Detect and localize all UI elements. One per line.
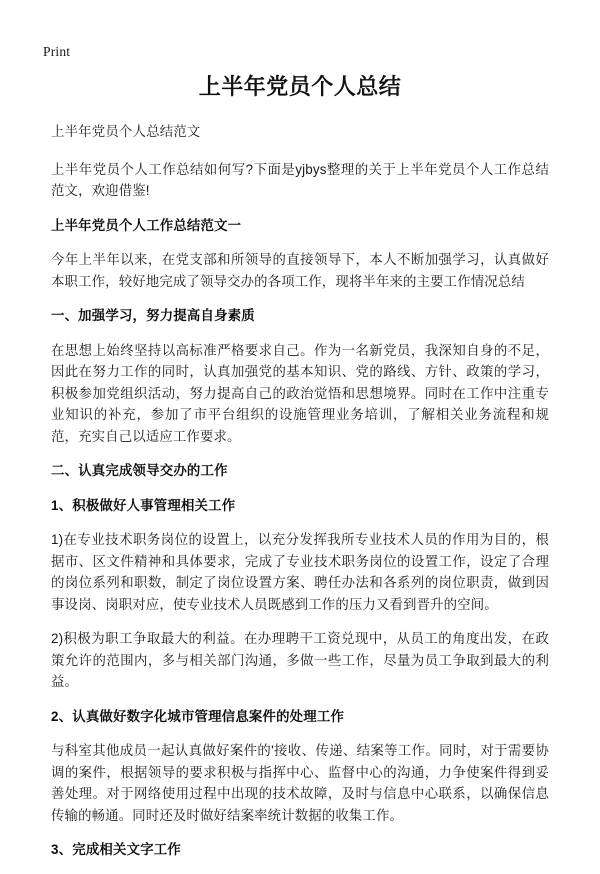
- intro-paragraph: 上半年党员个人工作总结如何写?下面是yjbys整理的关于上半年党员个人工作总结范文，欢迎借鉴!: [51, 161, 549, 198]
- subsection-item-2-1-2: 2)积极为职工争取最大的利益。在办理聘干工资兑现中，从员工的角度出发，在政策允许的范围内，多与相关部门沟通，多做一些工作，尽量为员工争取到最大的利益。: [51, 631, 549, 689]
- section-paragraph-1: 在思想上始终坚持以高标准严格要求自己。作为一名新党员，我深知自身的不足，因此在努力工作的同时，认真加强党的基本知识、党的路线、方针、政策的学习，积极参加党组织活动，努力提高自己的政治觉悟和思想境界。同时在工作中注重专业知识的补充，参加了市平台组织的设施管理业务培训，了解相关业务流程和规范，充实自己以适应工作要求。: [51, 342, 549, 444]
- subsection-heading-2-3: 3、完成相关文字工作: [51, 842, 181, 857]
- opening-paragraph: 今年上半年以来，在党支部和所领导的直接领导下，本人不断加强学习，认真做好本职工作，较好地完成了领导交办的各项工作，现将半年来的主要工作情况总结: [51, 252, 549, 289]
- document-subtitle: 上半年党员个人总结范文: [51, 124, 201, 139]
- sample-heading: 上半年党员个人工作总结范文一: [51, 217, 242, 233]
- print-link[interactable]: Print: [43, 44, 71, 59]
- subsection-heading-2-2: 2、认真做好数字化城市管理信息案件的处理工作: [51, 708, 345, 724]
- subsection-heading-2-1: 1、积极做好人事管理相关工作: [51, 497, 236, 513]
- document-body: [51, 72, 549, 874]
- subsection-item-2-1-1: 1)在专业技术职务岗位的设置上，以充分发挥我所专业技术人员的作用为目的，根据市、区文件精神和具体要求，完成了专业技术职务岗位的设置工作，设定了合理的岗位系列和职数，制定了岗位设置方案、聘任办法和各系列的岗位职责，做到因事设岗、岗职对应，使专业技术人员既感到工作的压力又看到晋升的空间。: [51, 532, 549, 612]
- section-heading-1: 一、加强学习，努力提高自身素质: [51, 308, 255, 323]
- subsection-item-2-2-1: 与科室其他成员一起认真做好案件的'接收、传递、结案等工作。同时，对于需要协调的案件，根据领导的要求积极与指挥中心、监督中心的沟通，力争使案件得到妥善处理。对于网络使用过程中出现的技术故障，及时与信息中心联系，以确保信息传输的畅通。同时还及时做好结案率统计数据的收集工作。: [51, 743, 549, 823]
- page-title: 上半年党员个人总结: [198, 74, 402, 99]
- section-heading-2: 二、认真完成领导交办的工作: [51, 463, 228, 478]
